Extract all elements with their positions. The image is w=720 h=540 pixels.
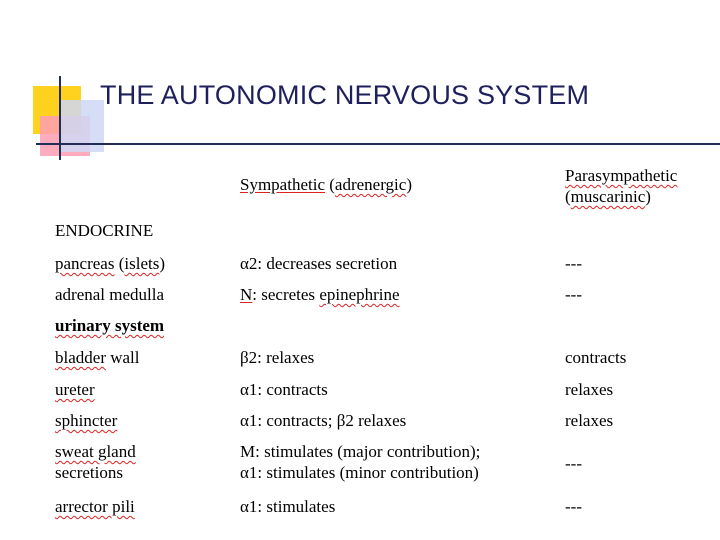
row-adrenal-organ: adrenal medulla — [55, 285, 165, 304]
header-sympathetic-label: Sympathetic — [240, 175, 325, 194]
header-parasympathetic-label: Parasympathetic — [565, 166, 678, 185]
row-ureter-sympathetic: α1: contracts — [240, 380, 328, 399]
row-arrector-sympathetic: α1: stimulates — [240, 497, 336, 516]
decor-vertical-line — [59, 76, 61, 160]
row-sphincter-sympathetic: α1: contracts; β2 relaxes — [240, 411, 407, 430]
row-bladder-parasympathetic: contracts — [565, 348, 627, 367]
row-arrector-organ: arrector pili — [55, 497, 135, 516]
row-sphincter-parasympathetic: relaxes — [565, 411, 614, 430]
row-pancreas-sympathetic: α2: decreases secretion — [240, 254, 398, 273]
row-bladder-organ: bladder wall — [55, 348, 140, 367]
row-sweat-sympathetic: M: stimulates (major contribution); α1: stimulates (minor contribution) — [240, 442, 481, 482]
row-adrenal-parasympathetic: --- — [565, 285, 582, 304]
header-parasympathetic-sub: (muscarinic) — [565, 187, 651, 206]
row-adrenal-sympathetic: N: secretes epinephrine — [240, 285, 400, 304]
row-pancreas-parasympathetic: --- — [565, 254, 582, 273]
row-sweat-parasympathetic: --- — [565, 454, 582, 473]
row-bladder-sympathetic: β2: relaxes — [240, 348, 315, 367]
header-sympathetic — [240, 174, 412, 195]
row-sweat-organ: sweat gland secretions — [55, 442, 136, 482]
section-urinary: urinary system — [55, 316, 165, 335]
title-underline-rule — [36, 143, 720, 145]
row-arrector-parasympathetic: --- — [565, 497, 582, 516]
row-ureter-organ: ureter — [55, 380, 95, 399]
header-parasympathetic — [565, 165, 677, 207]
section-endocrine: ENDOCRINE — [55, 221, 154, 240]
header-sympathetic-sub: (adrenergic) — [329, 175, 412, 194]
row-pancreas-organ: pancreas (islets) — [55, 254, 166, 273]
row-ureter-parasympathetic: relaxes — [565, 380, 614, 399]
row-sphincter-organ: sphincter — [55, 411, 118, 430]
slide-title: THE AUTONOMIC NERVOUS SYSTEM — [100, 80, 590, 110]
